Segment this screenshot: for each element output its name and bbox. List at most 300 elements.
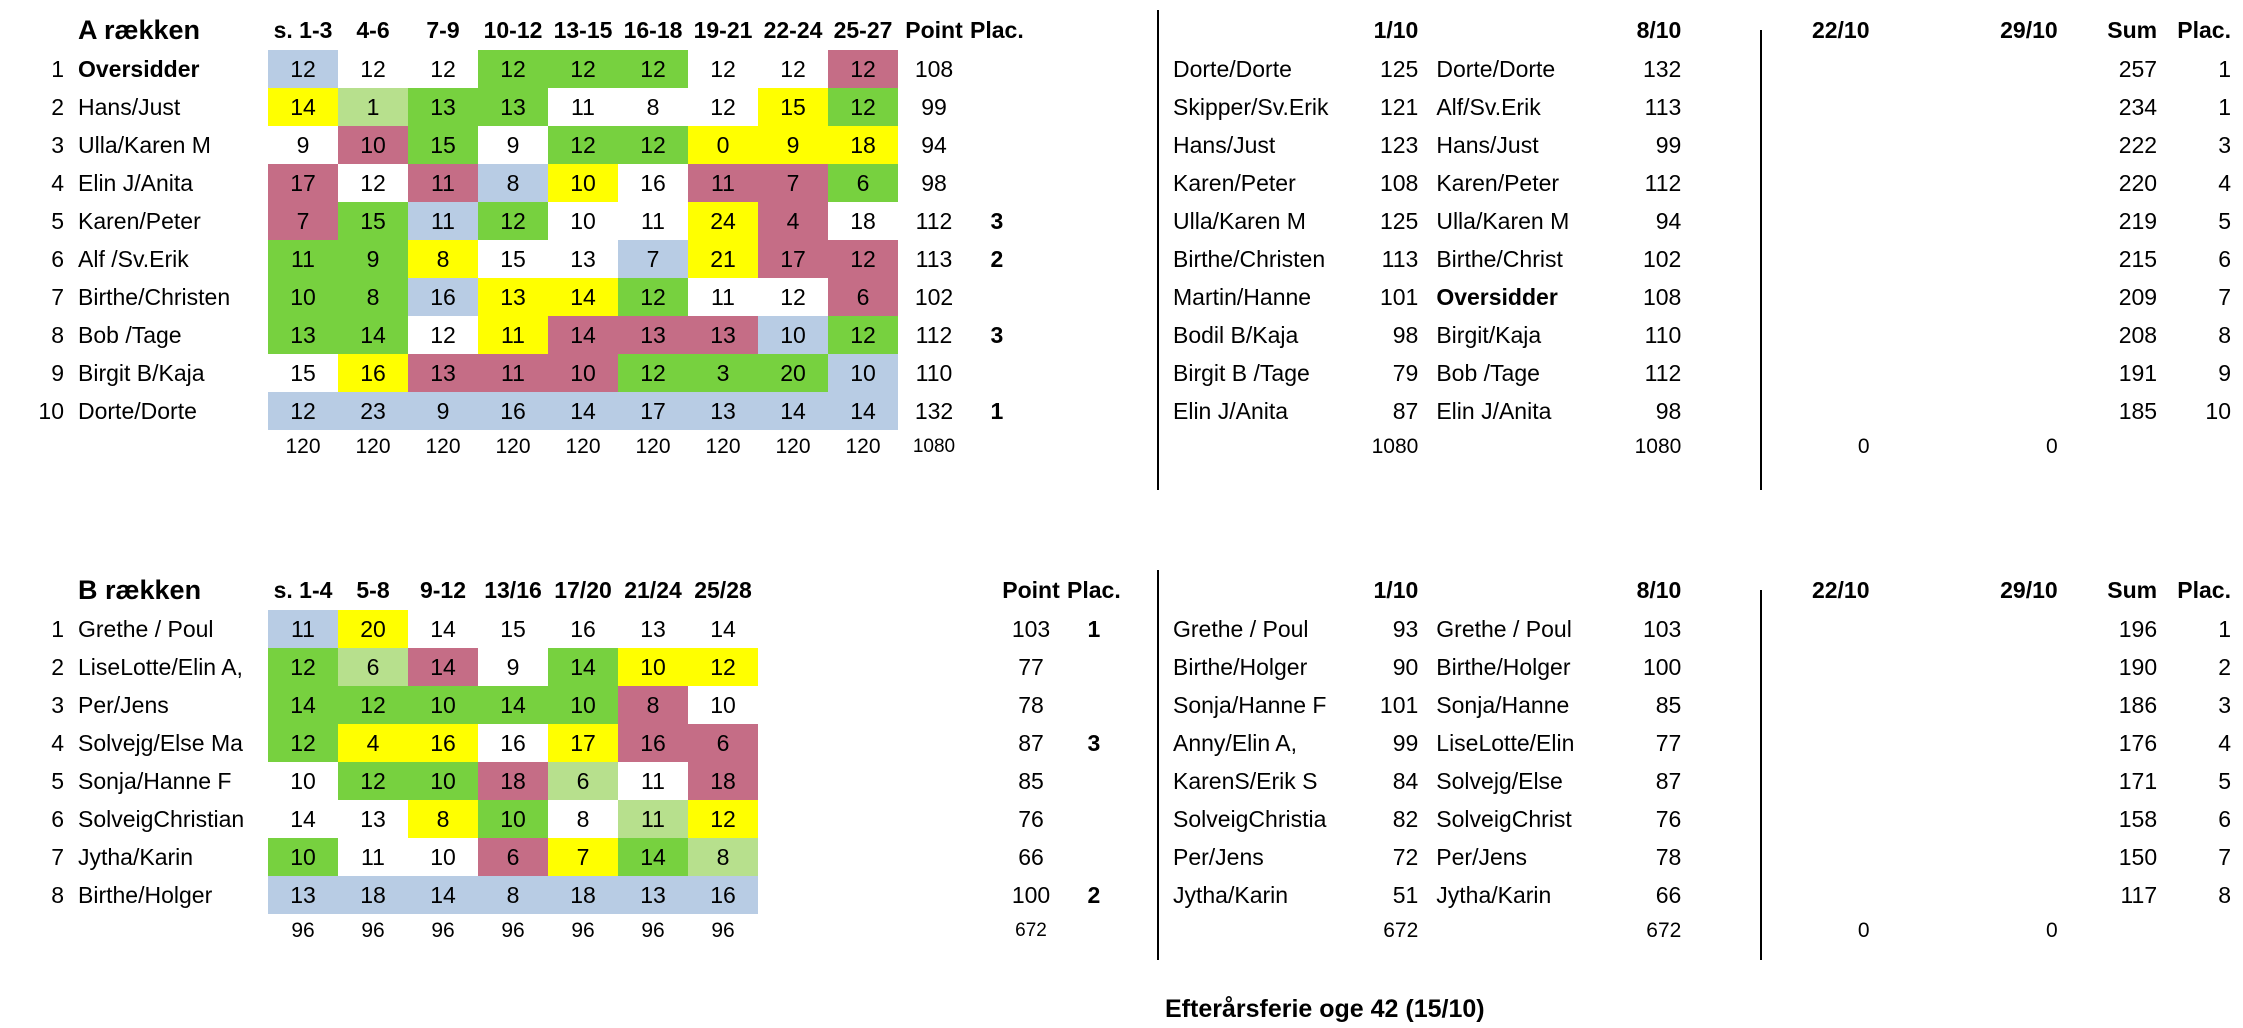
result-name-1: Elin J/Anita — [1173, 397, 1289, 424]
score-cell: 10 — [828, 354, 898, 392]
table-a-total-row — [30, 430, 1024, 464]
table-b-results — [1165, 570, 2243, 948]
score-cell: 8 — [548, 800, 618, 838]
table-row — [30, 316, 1024, 354]
score-cell: 11 — [338, 838, 408, 876]
score-cell: 8 — [688, 838, 758, 876]
score-cell: 12 — [408, 316, 478, 354]
row-rank: 8 — [51, 321, 64, 348]
score-cell: 12 — [268, 50, 338, 88]
result-value-1: 98 — [1392, 321, 1419, 348]
score-cell: 14 — [548, 316, 618, 354]
score-cell: 20 — [338, 610, 408, 648]
score-cell: 16 — [478, 392, 548, 430]
spacer — [1428, 914, 1617, 948]
row-name: Solvejg/Else Ma — [78, 729, 243, 756]
score-cell: 8 — [408, 800, 478, 838]
row-name: Ulla/Karen M — [78, 131, 211, 158]
result-sum: 171 — [2118, 767, 2158, 794]
score-cell: 14 — [828, 392, 898, 430]
result-name-2: Bob /Tage — [1436, 359, 1540, 386]
date-header-4: 29/10 — [2000, 576, 2058, 603]
score-cell: 13 — [688, 392, 758, 430]
result-sum: 257 — [2118, 55, 2158, 82]
score-cell: 8 — [478, 164, 548, 202]
section-a-results — [1165, 10, 2243, 464]
score-cell: 12 — [688, 88, 758, 126]
plac-header: Plac. — [2177, 16, 2231, 43]
row-name: LiseLotte/Elin A, — [78, 653, 243, 680]
score-cell: 15 — [758, 88, 828, 126]
score-cell: 9 — [478, 648, 548, 686]
result-value-1: 123 — [1379, 131, 1419, 158]
score-cell: 11 — [618, 762, 688, 800]
result-value-3 — [1691, 800, 1879, 838]
result-sum: 117 — [2120, 881, 2158, 908]
result-value-1: 90 — [1392, 653, 1419, 680]
total-0: 120 — [285, 435, 321, 458]
row-point: 103 — [1011, 615, 1051, 642]
score-cell: 12 — [268, 648, 338, 686]
table-b-points-total — [995, 914, 1121, 948]
section-b-scores — [30, 570, 758, 948]
date-header-2: 8/10 — [1636, 16, 1682, 43]
result-sum: 215 — [2118, 245, 2158, 272]
result-row — [1165, 648, 2243, 686]
result-sum: 208 — [2118, 321, 2158, 348]
score-cell: 17 — [758, 240, 828, 278]
result-value-3 — [1691, 240, 1879, 278]
score-cell: 13 — [408, 354, 478, 392]
col-header-4: 17/20 — [554, 576, 612, 603]
score-cell: 6 — [688, 724, 758, 762]
date-header-4: 29/10 — [2000, 16, 2058, 43]
total-point: 1080 — [912, 436, 956, 457]
result-value-1: 79 — [1392, 359, 1419, 386]
result-sum: 150 — [2118, 843, 2158, 870]
result-plac: 1 — [2218, 55, 2231, 82]
score-cell: 10 — [548, 164, 618, 202]
score-cell: 24 — [688, 202, 758, 240]
score-cell: 12 — [268, 724, 338, 762]
result-value-3 — [1691, 762, 1879, 800]
result-value-4 — [1880, 876, 2068, 914]
row-plac: 1 — [990, 397, 1004, 424]
score-cell: 14 — [268, 686, 338, 724]
result-value-4 — [1880, 164, 2068, 202]
foot-total-1: 672 — [1383, 919, 1419, 942]
result-row — [1165, 240, 2243, 278]
plac-header: Plac. — [1067, 576, 1121, 603]
row-plac: 2 — [1087, 881, 1101, 908]
rank-header — [30, 10, 70, 50]
row-rank: 10 — [38, 397, 64, 424]
footnote: Efterårsferie oge 42 (15/10) — [1165, 995, 1485, 1023]
score-cell: 14 — [338, 316, 408, 354]
score-cell: 13 — [478, 88, 548, 126]
result-value-4 — [1880, 50, 2068, 88]
result-value-2: 87 — [1655, 767, 1682, 794]
result-plac: 9 — [2218, 359, 2231, 386]
total-6: 120 — [705, 435, 741, 458]
spacer — [2068, 430, 2167, 464]
result-plac: 5 — [2218, 767, 2231, 794]
score-cell: 13 — [338, 800, 408, 838]
result-sum: 185 — [2118, 397, 2158, 424]
score-cell: 13 — [548, 240, 618, 278]
spacer — [30, 914, 70, 948]
result-plac: 3 — [2218, 691, 2231, 718]
score-cell: 10 — [618, 648, 688, 686]
result-name-1: Martin/Hanne — [1173, 283, 1312, 310]
score-cell: 16 — [688, 876, 758, 914]
col-header-0: s. 1-3 — [273, 16, 333, 43]
divider-b — [1157, 570, 1159, 960]
score-cell: 10 — [548, 202, 618, 240]
score-cell: 8 — [478, 876, 548, 914]
foot-total-4: 0 — [2046, 435, 2058, 458]
result-row — [1165, 126, 2243, 164]
spacer — [1165, 10, 1355, 50]
score-cell: 11 — [618, 800, 688, 838]
result-name-2: Ulla/Karen M — [1436, 207, 1570, 234]
result-value-2: 112 — [1644, 359, 1682, 386]
row-name: Birthe/Holger — [78, 881, 213, 908]
result-value-1: 51 — [1392, 881, 1419, 908]
result-plac: 5 — [2218, 207, 2231, 234]
result-name-1: Skipper/Sv.Erik — [1173, 93, 1329, 120]
total-5: 120 — [635, 435, 671, 458]
score-cell: 16 — [618, 164, 688, 202]
result-name-1: Bodil B/Kaja — [1173, 321, 1299, 348]
result-sum: 222 — [2118, 131, 2158, 158]
row-plac: 2 — [990, 245, 1004, 272]
score-cell: 16 — [408, 724, 478, 762]
score-cell: 13 — [268, 316, 338, 354]
spacer — [70, 914, 268, 948]
spacer — [1165, 914, 1355, 948]
section-a-title: A rækken — [78, 14, 201, 45]
result-name-1: Anny/Elin A, — [1173, 729, 1298, 756]
result-value-1: 113 — [1381, 245, 1419, 272]
score-cell: 14 — [478, 686, 548, 724]
result-value-2: 132 — [1642, 55, 1682, 82]
result-name-1: KarenS/Erik S — [1173, 767, 1318, 794]
result-row — [1165, 762, 2243, 800]
col-header-8: 25-27 — [833, 16, 893, 43]
result-value-2: 98 — [1655, 397, 1682, 424]
row-plac — [970, 88, 1024, 126]
result-value-4 — [1880, 88, 2068, 126]
score-cell: 11 — [548, 88, 618, 126]
score-cell: 12 — [688, 50, 758, 88]
table-a-header-row — [30, 10, 1024, 50]
result-value-2: 112 — [1644, 169, 1682, 196]
score-cell: 9 — [268, 126, 338, 164]
result-value-1: 87 — [1392, 397, 1419, 424]
score-cell: 14 — [408, 648, 478, 686]
col-header-5: 21/24 — [624, 576, 682, 603]
score-cell: 12 — [758, 50, 828, 88]
results-b-footer — [1165, 914, 2243, 948]
score-cell: 13 — [688, 316, 758, 354]
score-cell: 11 — [268, 240, 338, 278]
result-plac: 3 — [2218, 131, 2231, 158]
score-cell: 13 — [618, 316, 688, 354]
result-name-1: Birthe/Holger — [1173, 653, 1308, 680]
table-row — [30, 164, 1024, 202]
result-name-2: Elin J/Anita — [1436, 397, 1552, 424]
row-name: Alf /Sv.Erik — [78, 245, 189, 272]
table-row-points — [995, 800, 1121, 838]
result-name-1: Hans/Just — [1173, 131, 1276, 158]
result-value-3 — [1691, 354, 1879, 392]
table-a-body — [30, 50, 1024, 430]
table-b — [30, 570, 758, 948]
foot-total-2: 1080 — [1634, 435, 1682, 458]
table-row-points — [995, 876, 1121, 914]
score-cell: 6 — [828, 278, 898, 316]
score-cell: 10 — [688, 686, 758, 724]
row-plac — [970, 50, 1024, 88]
result-row — [1165, 838, 2243, 876]
result-value-2: 113 — [1644, 93, 1682, 120]
score-cell: 18 — [548, 876, 618, 914]
score-cell: 8 — [618, 88, 688, 126]
col-header-2: 9-12 — [419, 576, 467, 603]
total-2: 96 — [431, 919, 455, 942]
score-cell: 17 — [618, 392, 688, 430]
result-value-2: 85 — [1655, 691, 1682, 718]
row-rank: 8 — [51, 881, 64, 908]
score-cell: 11 — [408, 202, 478, 240]
table-row — [30, 88, 1024, 126]
row-name: Dorte/Dorte — [78, 397, 197, 424]
score-cell: 9 — [338, 240, 408, 278]
result-value-1: 101 — [1379, 283, 1419, 310]
score-cell: 12 — [828, 50, 898, 88]
score-cell: 12 — [828, 316, 898, 354]
score-cell: 8 — [618, 686, 688, 724]
row-point: 113 — [915, 245, 953, 272]
result-name-2: Birthe/Holger — [1436, 653, 1571, 680]
foot-total-2: 672 — [1646, 919, 1682, 942]
score-cell: 12 — [478, 50, 548, 88]
table-b-points — [995, 570, 1121, 948]
score-cell: 7 — [268, 202, 338, 240]
row-name: SolveigChristian — [78, 805, 245, 832]
result-value-1: 121 — [1379, 93, 1419, 120]
col-header-0: s. 1-4 — [273, 576, 333, 603]
result-value-2: 76 — [1655, 805, 1682, 832]
result-name-2: SolveigChrist — [1436, 805, 1572, 832]
col-header-4: 13-15 — [553, 16, 613, 43]
row-plac — [970, 126, 1024, 164]
col-header-3: 10-12 — [483, 16, 543, 43]
row-name: Birgit B/Kaja — [78, 359, 205, 386]
result-row — [1165, 800, 2243, 838]
score-cell: 9 — [408, 392, 478, 430]
results-b-header — [1165, 570, 2243, 610]
result-value-3 — [1691, 392, 1879, 430]
spacer — [2167, 430, 2243, 464]
table-row — [30, 800, 758, 838]
table-row-points — [995, 762, 1121, 800]
total-1: 96 — [361, 919, 385, 942]
row-point: 85 — [1018, 767, 1044, 794]
date-header-1: 1/10 — [1373, 16, 1419, 43]
result-value-3 — [1691, 648, 1879, 686]
row-point: 108 — [914, 55, 954, 82]
result-name-2: Dorte/Dorte — [1436, 55, 1556, 82]
total-1: 120 — [355, 435, 391, 458]
row-point: 78 — [1018, 691, 1044, 718]
score-cell: 10 — [268, 278, 338, 316]
score-cell: 4 — [338, 724, 408, 762]
score-cell: 13 — [618, 610, 688, 648]
score-cell: 13 — [408, 88, 478, 126]
result-value-4 — [1880, 354, 2068, 392]
col-header-1: 4-6 — [356, 16, 390, 43]
results-a-header — [1165, 10, 2243, 50]
result-value-1: 108 — [1379, 169, 1419, 196]
score-cell: 20 — [758, 354, 828, 392]
result-plac: 2 — [2218, 653, 2231, 680]
score-cell: 18 — [828, 202, 898, 240]
result-value-3 — [1691, 686, 1879, 724]
score-cell: 17 — [268, 164, 338, 202]
row-rank: 6 — [51, 245, 64, 272]
result-value-4 — [1880, 240, 2068, 278]
score-cell: 12 — [338, 686, 408, 724]
result-value-2: 94 — [1655, 207, 1682, 234]
result-row — [1165, 724, 2243, 762]
score-cell: 10 — [408, 762, 478, 800]
result-value-4 — [1880, 278, 2068, 316]
result-value-4 — [1880, 126, 2068, 164]
score-cell: 15 — [338, 202, 408, 240]
rank-header — [30, 570, 70, 610]
row-name: Hans/Just — [78, 93, 181, 120]
total-0: 96 — [291, 919, 315, 942]
score-cell: 10 — [548, 354, 618, 392]
score-cell: 15 — [478, 610, 548, 648]
table-row-points — [995, 610, 1121, 648]
table-b-total-row — [30, 914, 758, 948]
result-value-2: 78 — [1655, 843, 1682, 870]
row-name: Birthe/Christen — [78, 283, 231, 310]
score-cell: 14 — [408, 610, 478, 648]
sum-header: Sum — [2107, 576, 2158, 603]
score-cell: 12 — [548, 50, 618, 88]
score-cell: 4 — [758, 202, 828, 240]
score-cell: 14 — [688, 610, 758, 648]
result-value-4 — [1880, 610, 2068, 648]
row-plac — [1067, 838, 1121, 876]
result-sum: 186 — [2118, 691, 2158, 718]
score-cell: 6 — [828, 164, 898, 202]
row-plac — [970, 354, 1024, 392]
result-name-2: Hans/Just — [1436, 131, 1539, 158]
score-cell: 14 — [408, 876, 478, 914]
score-cell: 23 — [338, 392, 408, 430]
result-value-3 — [1691, 316, 1879, 354]
spacer — [1165, 430, 1355, 464]
result-plac: 8 — [2218, 881, 2231, 908]
row-point: 76 — [1018, 805, 1044, 832]
result-sum: 158 — [2118, 805, 2158, 832]
date-header-2: 8/10 — [1636, 576, 1682, 603]
result-row — [1165, 202, 2243, 240]
result-value-1: 84 — [1392, 767, 1419, 794]
date-header-1: 1/10 — [1373, 576, 1419, 603]
result-value-2: 99 — [1655, 131, 1682, 158]
row-plac — [970, 164, 1024, 202]
spacer — [1428, 570, 1617, 610]
point-header: Point — [905, 16, 963, 43]
row-rank: 2 — [51, 93, 64, 120]
result-value-1: 82 — [1392, 805, 1419, 832]
spacer — [1428, 430, 1617, 464]
score-cell: 6 — [338, 648, 408, 686]
result-value-4 — [1880, 648, 2068, 686]
result-name-1: Grethe / Poul — [1173, 615, 1309, 642]
score-cell: 0 — [688, 126, 758, 164]
row-point: 87 — [1018, 729, 1044, 756]
result-value-2: 102 — [1642, 245, 1682, 272]
row-rank: 9 — [51, 359, 64, 386]
score-cell: 12 — [618, 354, 688, 392]
result-value-1: 125 — [1379, 55, 1419, 82]
results-b-body — [1165, 610, 2243, 914]
row-point: 66 — [1018, 843, 1044, 870]
spacer — [2167, 914, 2243, 948]
result-row — [1165, 278, 2243, 316]
score-cell: 12 — [408, 50, 478, 88]
row-point: 77 — [1018, 653, 1044, 680]
spacer — [70, 430, 268, 464]
result-value-2: 77 — [1655, 729, 1682, 756]
foot-total-4: 0 — [2046, 919, 2058, 942]
score-cell: 14 — [618, 838, 688, 876]
score-cell: 6 — [478, 838, 548, 876]
row-plac: 3 — [1087, 729, 1101, 756]
score-cell: 15 — [478, 240, 548, 278]
result-name-1: Birgit B /Tage — [1173, 359, 1310, 386]
result-value-3 — [1691, 202, 1879, 240]
score-cell: 10 — [478, 800, 548, 838]
result-name-2: LiseLotte/Elin — [1436, 729, 1575, 756]
score-cell: 18 — [688, 762, 758, 800]
result-value-2: 110 — [1644, 321, 1682, 348]
table-row-points — [995, 838, 1121, 876]
row-point: 102 — [914, 283, 954, 310]
result-name-1: SolveigChristia — [1173, 805, 1327, 832]
total-4: 120 — [565, 435, 601, 458]
score-cell: 6 — [548, 762, 618, 800]
result-sum: 234 — [2118, 93, 2158, 120]
result-plac: 4 — [2218, 169, 2231, 196]
divider-a — [1157, 10, 1159, 490]
score-cell: 11 — [478, 316, 548, 354]
score-cell: 11 — [478, 354, 548, 392]
score-cell: 18 — [478, 762, 548, 800]
score-cell: 12 — [618, 50, 688, 88]
result-sum: 190 — [2118, 653, 2158, 680]
col-header-3: 13/16 — [484, 576, 542, 603]
result-row — [1165, 610, 2243, 648]
score-cell: 7 — [758, 164, 828, 202]
